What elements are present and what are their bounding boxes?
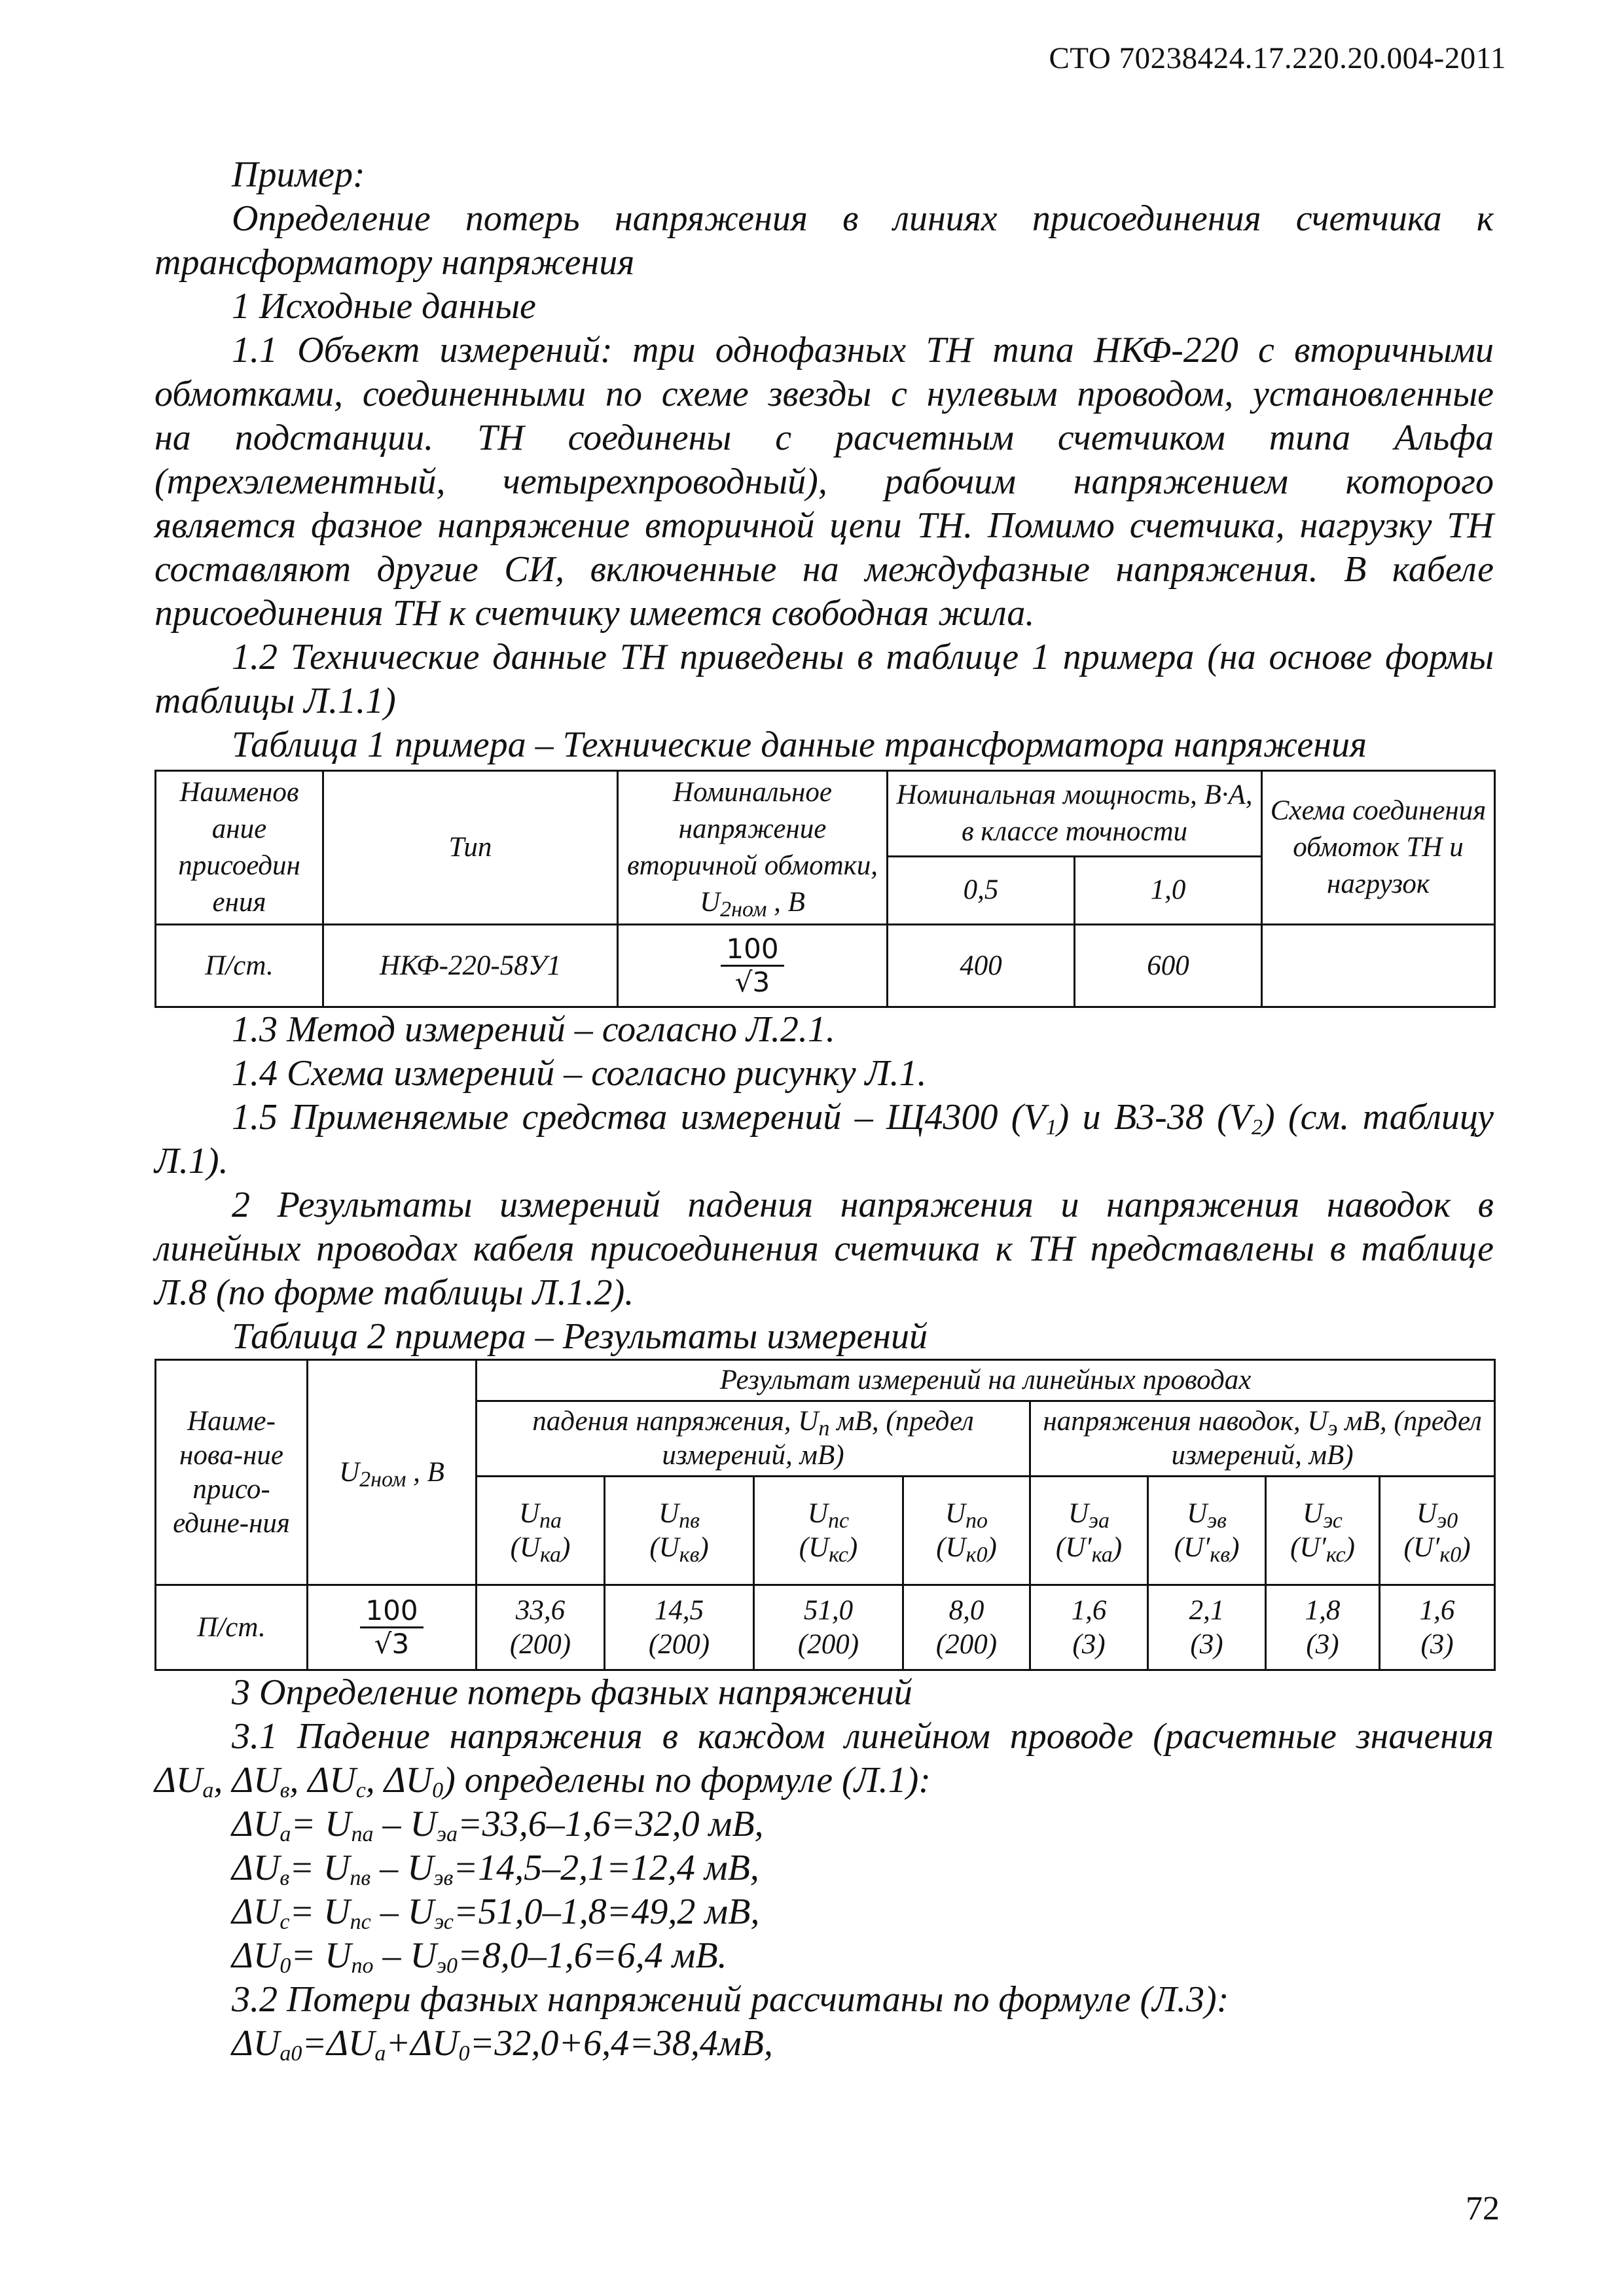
document-code: СТО 70238424.17.220.20.004-2011	[1049, 41, 1506, 75]
table-2-value-cell: 1,6 (3)	[1380, 1585, 1495, 1670]
section-3-2: 3.2 Потери фазных напряжений рассчитаны по формуле (Л.3):	[232, 1979, 1229, 2020]
table-1-header-power: Номинальная мощность, В·А, в классе точности	[888, 771, 1262, 857]
table-1-cell-type: НКФ-220-58У1	[323, 925, 618, 1007]
table-1-cell-power-10: 600	[1075, 925, 1262, 1007]
section-1-1-line: 1.1 Объект измерений: три однофазных ТН типа НКФ-220 с вторичными	[232, 330, 1494, 370]
table-2-value-cell: 8,0 (200)	[903, 1585, 1030, 1670]
table-2-header-induced-voltage: напряжения наводок, $U_э$ мВ, (предел измерений, мВ)	[1030, 1401, 1495, 1477]
table-2-measurement-results	[154, 1359, 1496, 1671]
table-2-value-cell: 2,1 (3)	[1148, 1585, 1266, 1670]
table-1-cell-power-05: 400	[888, 925, 1075, 1007]
table-2-subheader: $U_{пв}$ $(U_{кв})$	[605, 1477, 754, 1585]
section-1-1-line: является фазное напряжение вторичной цепи ТН. Помимо счетчика, нагрузку ТН	[154, 505, 1494, 546]
table-2-subheader: $U_{пс}$ $(U_{кс})$	[754, 1477, 903, 1585]
document-body	[154, 153, 1494, 2066]
table-1-technical-data	[154, 770, 1496, 1008]
table-1-cell-name: П/ст.	[156, 925, 323, 1007]
table-1-header-class-05: 0,5	[888, 856, 1075, 924]
table-1-caption: Таблица 1 примера – Технические данные трансформатора напряжения	[232, 725, 1367, 765]
section-1-4: 1.4 Схема измерений – согласно рисунку Л.1.	[232, 1053, 927, 1094]
section-1-1-line: на подстанции. ТН соединены с расчетным счетчиком типа Альфа	[154, 418, 1494, 458]
section-3-heading: 3 Определение потерь фазных напряжений	[232, 1672, 912, 1713]
table-1-header-class-10: 1,0	[1075, 856, 1262, 924]
section-1-2: 1.2 Технические данные ТН приведены в таблице 1 примера (на основе формы таблицы Л.1.1)	[154, 637, 1494, 721]
table-2-value-cell: 1,6 (3)	[1030, 1585, 1148, 1670]
section-2: 2 Результаты измерений падения напряжения и напряжения наводок в линейных проводах кабеля присоединения счетчика к ТН представлены в таблице Л.8 (по форме таблицы Л.1.2).	[154, 1185, 1494, 1313]
table-2-subheader: $U_{эв}$ $(U'_{кв})$	[1148, 1477, 1266, 1585]
formula-voltage-drop: $\Delta U_с= U_{пс} - U_{эс}=51,0-1,8=49,2$ мВ,	[232, 1892, 760, 1934]
section-1-1-line: (трехэлементный, четырехпроводный), рабочим напряжением которого	[154, 461, 1494, 502]
table-2-header-unom: $U_{2ном}$ , В	[308, 1360, 477, 1585]
table-2-subheader: $U_{по}$ $(U_{к0})$	[903, 1477, 1030, 1585]
table-1-header-name: Наименов ание присоедин ения	[156, 771, 323, 925]
formula-list	[154, 1803, 1494, 1978]
section-1-1-line: обмотками, соединенными по схеме звезды с нулевым проводом, установленные	[154, 374, 1494, 414]
table-1-header-scheme: Схема соединения обмоток ТН и нагрузок	[1262, 771, 1495, 925]
table-2-value-cell: 14,5 (200)	[605, 1585, 754, 1670]
table-2-caption: Таблица 2 примера – Результаты измерений	[232, 1316, 928, 1357]
section-3-1-line: 3.1 Падение напряжения в каждом линейном проводе (расчетные значения	[232, 1716, 1494, 1757]
page-number: 72	[1466, 2190, 1500, 2227]
table-2-cell-unom	[308, 1585, 477, 1670]
table-2-value-cell: 51,0 (200)	[754, 1585, 903, 1670]
section-1-1-line: присоединения ТН к счетчику имеется свободная жила.	[154, 593, 1035, 634]
table-2-value-cell: 1,8 (3)	[1266, 1585, 1380, 1670]
table-2-header-name: Наиме-нова-ние присо-едине-ния	[156, 1360, 308, 1585]
table-2-value-cell: 33,6 (200)	[477, 1585, 605, 1670]
table-2-subheader: $U_{э0}$ $(U'_{к0})$	[1380, 1477, 1495, 1585]
section-1-3: 1.3 Метод измерений – согласно Л.2.1.	[232, 1009, 835, 1050]
formula-voltage-drop: $\Delta U_а= U_{па} - U_{эа}=33,6-1,6=32,0$ мВ,	[232, 1804, 764, 1846]
table-1-header-voltage: Номинальное напряжение вторичной обмотки, $U_{2ном}$ , В	[618, 771, 888, 925]
section-3-1-line: $\Delta U_а$, $\Delta U_в$, $\Delta U_с$, $\Delta U_0$) определены по формуле (Л.1):	[154, 1760, 931, 1803]
formula-voltage-drop: $\Delta U_в= U_{пв} - U_{эв}=14,5-2,1=12,4$ мВ,	[232, 1848, 759, 1890]
example-title: Определение потерь напряжения в линиях присоединения счетчика к трансформатору напряжения	[154, 198, 1494, 283]
table-2-cell-name: П/ст.	[156, 1585, 308, 1670]
table-2-subheader: $U_{эа}$ $(U'_{ка})$	[1030, 1477, 1148, 1585]
table-2-subheader: $U_{па}$ $(U_{ка})$	[477, 1477, 605, 1585]
table-1-cell-voltage	[618, 925, 888, 1007]
section-1-1-line: составляют другие СИ, включенные на междуфазные напряжения. В кабеле	[154, 549, 1494, 590]
table-1-cell-scheme	[1262, 925, 1495, 1007]
fraction-100-sqrt3: $\frac{100}{√3}$	[360, 1595, 423, 1660]
example-label: Пример:	[232, 154, 365, 195]
fraction-100-sqrt3: $\frac{100}{√3}$	[721, 933, 784, 998]
formula-phase-loss: $\Delta U_{а0}=\Delta U_а+\Delta U_0=32,0+6,4=38,4мВ$,	[232, 2023, 773, 2066]
table-1-header-type: Тип	[323, 771, 618, 925]
section-1-heading: 1 Исходные данные	[232, 286, 536, 327]
formula-voltage-drop: $\Delta U_0= U_{по} - U_{э0}=8,0-1,6=6,4$ мВ.	[232, 1935, 727, 1978]
table-2-header-result: Результат измерений на линейных проводах	[477, 1360, 1495, 1401]
table-2-subheader: $U_{эс}$ $(U'_{кс})$	[1266, 1477, 1380, 1585]
section-1-5: 1.5 Применяемые средства измерений – Щ4300 $(V_1)$ и В3-38 $(V_2)$ (см. таблицу Л.1).	[154, 1097, 1494, 1181]
table-2-header-voltage-drop: падения напряжения, $U_п$ мВ, (предел измерений, мВ)	[477, 1401, 1030, 1477]
